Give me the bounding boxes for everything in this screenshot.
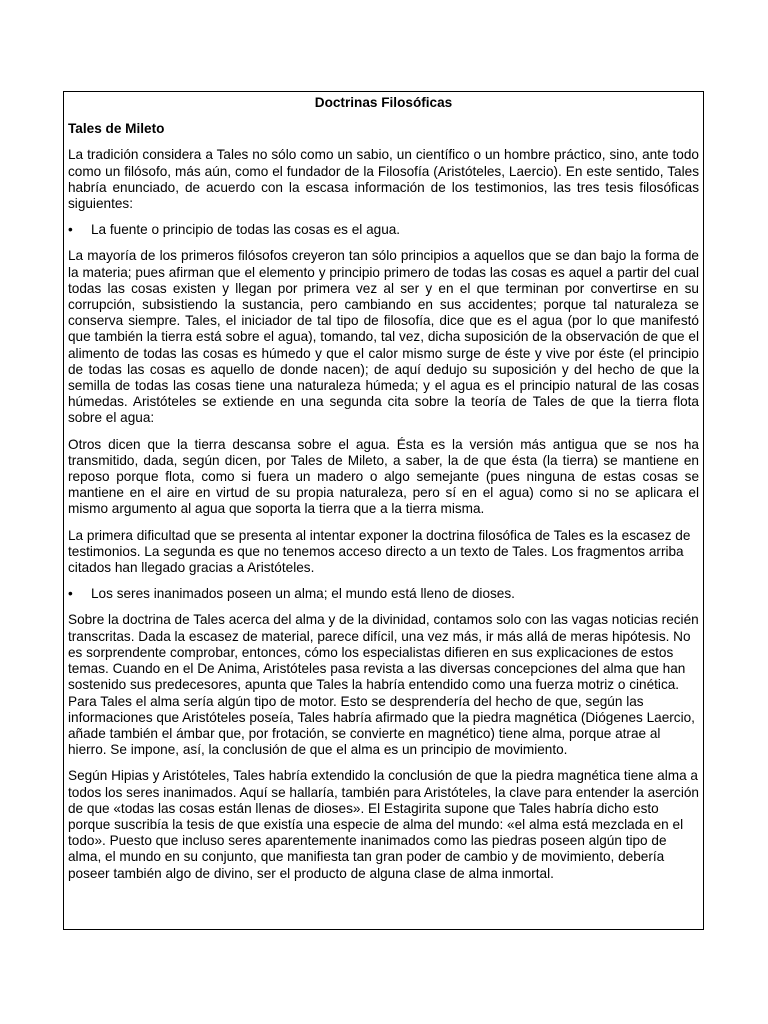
bullet-text: Los seres inanimados poseen un alma; el mundo está lleno de dioses. [91, 586, 515, 602]
document-title: Doctrinas Filosóficas [314, 95, 453, 110]
paragraph-alma: Sobre la doctrina de Tales acerca del alma y de la divinidad, contamos solo con las vagas noticias recién transcritas. Dada la escasez de material, parece difícil, una vez más, ir más allá de meras hipótesis. No es sorprendente comprobar, entonces, cómo los especialistas difieren en sus explicaciones de estos temas. Cuando en el De Anima, Aristóteles pasa revista a las diversas concepciones del alma que han sostenido sus predecesores, apunta que Tales la habría entendido como una fuerza motriz o cinética. Para Tales el alma sería algún tipo de motor. Esto se desprendería del hecho de que, según las informaciones que Aristóteles poseía, Tales habría afirmado que la piedra magnética (Diógenes Laercio, añade también el ámbar que, por frotación, se convierte en magnético) tiene alma, porque atrae al hierro. Se impone, así, la conclusión de que el alma es un principio de movimiento. [68, 612, 699, 758]
bullet-item-alma [68, 586, 699, 602]
bullet-text: La fuente o principio de todas las cosas es el agua. [91, 222, 401, 238]
bullet-mark: • [68, 222, 73, 238]
section-heading: Tales de Mileto [68, 121, 165, 137]
paragraph-dificultad: La primera dificultad que se presenta al intentar exponer la doctrina filosófica de Tales es la escasez de testimonios. La segunda es que no tenemos acceso directo a un texto de Tales. Los fragmentos arriba citados han llegado gracias a Aristóteles. [68, 527, 691, 576]
document-page [63, 91, 704, 930]
paragraph-hipias: Según Hipias y Aristóteles, Tales habría extendido la conclusión de que la piedra magnética tiene alma a todos los seres inanimados. Aquí se hallaría, también para Aristóteles, la clave para entender la aserción de que «todas las cosas están llenas de dioses». El Estagirita supone que Tales habría dicho esto porque suscribía la tesis de que existía una especie de alma del mundo: «el alma está mezclada en el todo». Puesto que incluso seres aparentemente inanimados como las piedras poseen algún tipo de alma, el mundo en su conjunto, que manifiesta tan gran poder de cambio y de movimiento, debería poseer también algo de divino, ser el producto de alguna clase de alma inmortal. [68, 768, 699, 881]
bullet-item-agua [68, 222, 699, 238]
paragraph-intro: La tradición considera a Tales no sólo como un sabio, un científico o un hombre práctico, sino, ante todo como un filósofo, más aún, como el fundador de la Filosofía (Aristóteles, Laercio). En este sentido, Tales habría enunciado, de acuerdo con la escasa información de los testimonios, las tres tesis filosóficas siguientes: [68, 147, 699, 212]
paragraph-materia: La mayoría de los primeros filósofos creyeron tan sólo principios a aquellos que se dan bajo la forma de la materia; pues afirman que el elemento y principio primero de todas las cosas es aquel a partir del cual todas las cosas existen y llegan por primera vez al ser y en el que terminan por convertirse en su corrupción, subsistiendo la sustancia, pero cambiando en sus accidentes; porque tal naturaleza se conserva siempre. Tales, el iniciador de tal tipo de filosofía, dice que es el agua (por lo que manifestó que también la tierra está sobre el agua), tomando, tal vez, dicha suposición de la observación de que el alimento de todas las cosas es húmedo y que el calor mismo surge de éste y vive por éste (el principio de todas las cosas es aquello de donde nacen); de aquí dedujo su suposición y del hecho de que la semilla de todas las cosas tiene una naturaleza húmeda; y el agua es el principio natural de las cosas húmedas. Aristóteles se extiende en una segunda cita sobre la teoría de Tales de que la tierra flota sobre el agua: [68, 248, 699, 426]
paragraph-otros: Otros dicen que la tierra descansa sobre el agua. Ésta es la versión más antigua que se nos ha transmitido, dada, según dicen, por Tales de Mileto, a saber, la de que ésta (la tierra) se mantiene en reposo porque flota, como si fuera un madero o algo semejante (pues ninguna de estas cosas se mantiene en el aire en virtud de su propia naturaleza, pero sí en el agua) como si no se aplicara el mismo argumento al agua que soporta la tierra que a la tierra misma. [68, 436, 699, 517]
bullet-mark: • [68, 586, 73, 602]
